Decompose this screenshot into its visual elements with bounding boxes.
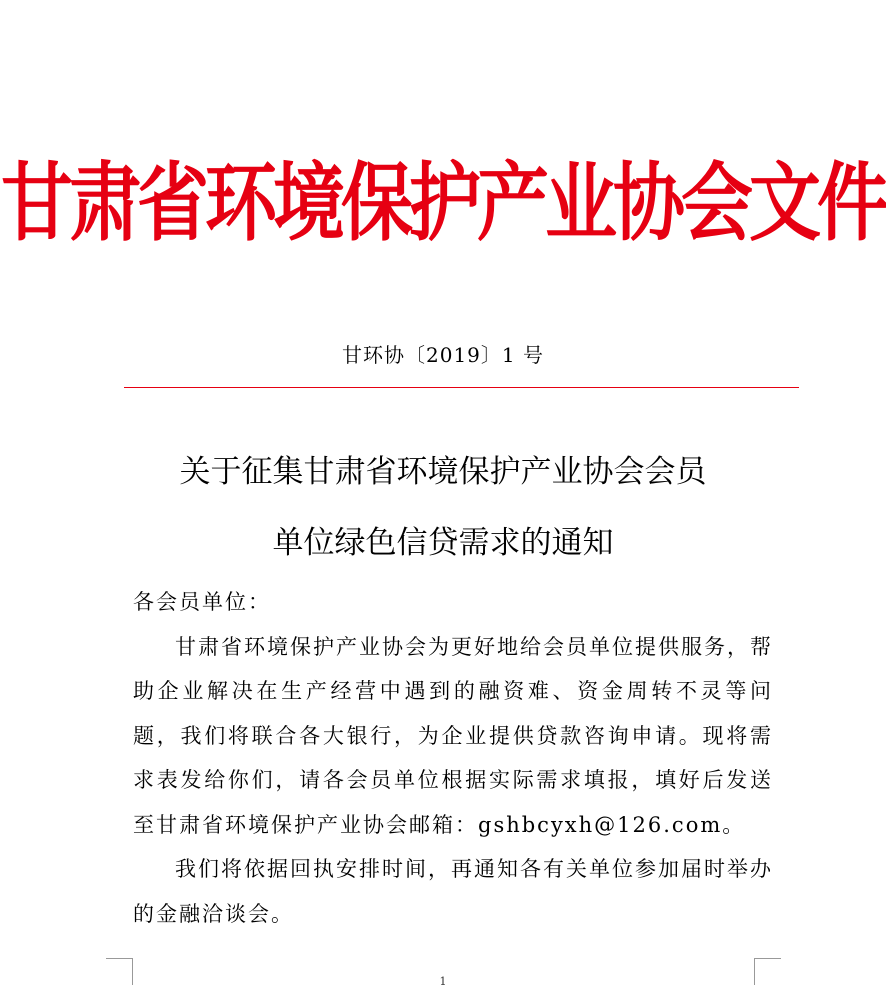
- notice-body: [133, 580, 773, 936]
- notice-title-line-2: 单位绿色信贷需求的通知: [272, 525, 614, 561]
- document-number: 甘环协〔2019〕1 号: [342, 343, 544, 367]
- notice-title-line-1: 关于征集甘肃省环境保护产业协会会员: [179, 454, 707, 490]
- body-paragraph-1: 甘肃省环境保护产业协会为更好地给会员单位提供服务，帮助企业解决在生产经营中遇到的融资难、资金周转不灵等问题，我们将联合各大银行，为企业提供贷款咨询申请。现将需求表发给你们，请各会员单位根据实际需求填报，填好后发送至甘肃省环境保护产业协会邮箱：gshbcyxh@126.com。: [133, 634, 773, 837]
- red-separator-line: [124, 387, 799, 388]
- body-paragraph-2: 我们将依据回执安排时间，再通知各有关单位参加届时举办的金融洽谈会。: [133, 857, 773, 926]
- masthead-title: 甘肃省环境保护产业协会文件: [0, 153, 885, 253]
- salutation: 各会员单位：: [133, 590, 271, 614]
- page-number: 1: [439, 975, 447, 988]
